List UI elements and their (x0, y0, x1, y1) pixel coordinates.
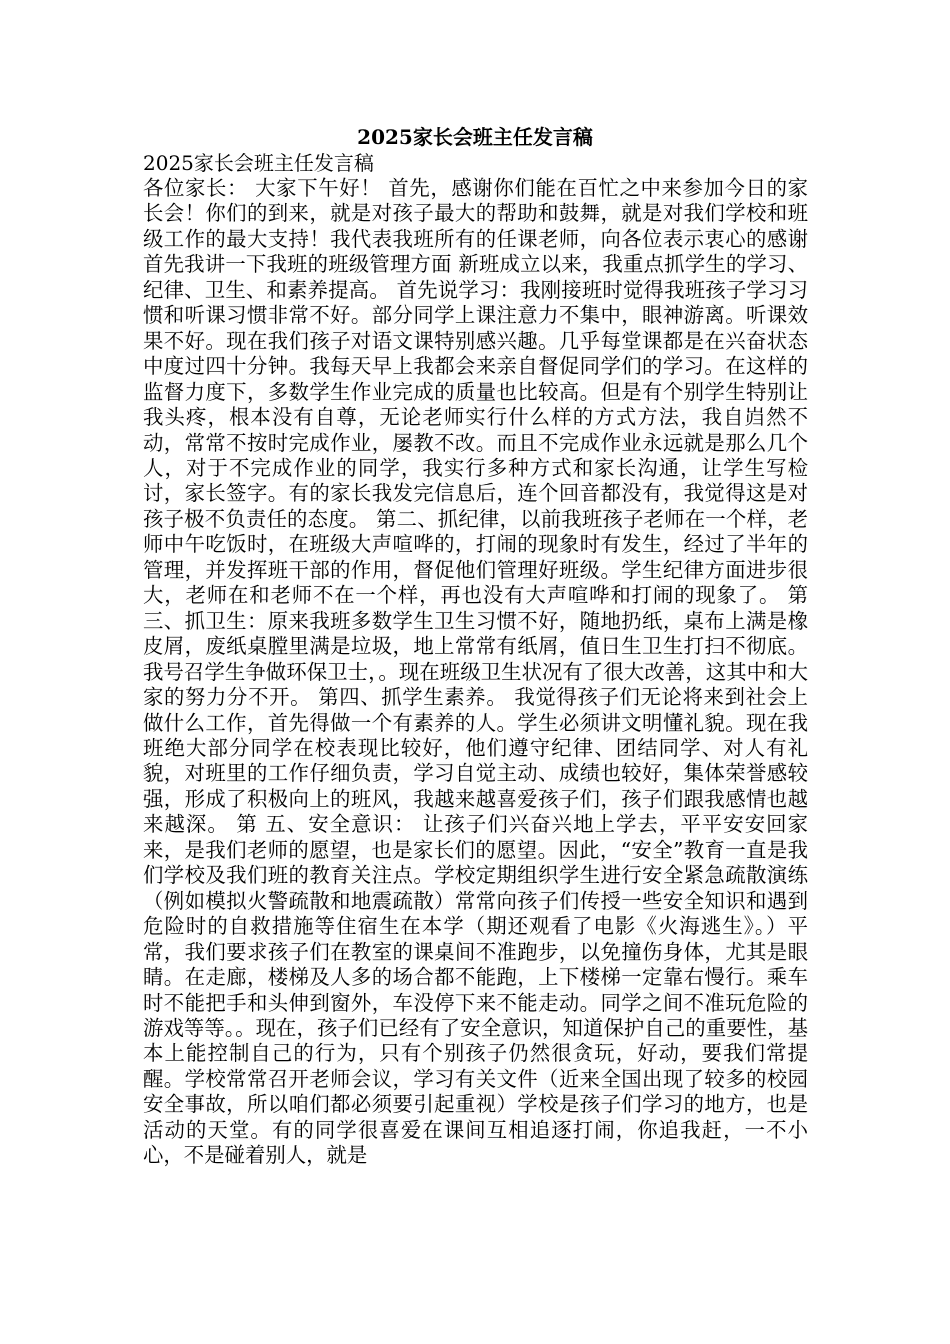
document-subtitle: 2025家长会班主任发言稿 (143, 151, 374, 175)
document-body-text: 各位家长： 大家下午好！ 首先，感谢你们能在百忙之中来参加今日的家长会！你们的到来，就是对孩子最大的帮助和鼓舞，就是对我们学校和班级工作的最大支持！我代表我班所有的任课老师，向各位表示衷心的感谢 首先我讲一下我班的班级管理方面 新班成立以来，我重点抓学生的学习、纪律、卫生、和素养提高。 首先说学习：我刚接班时觉得我班孩子学习习惯和听课习惯非常不好。部分同学上课注意力不集中，眼神游离。听课效果不好。现在我们孩子对语文课特别感兴趣。几乎每堂课都是在兴奋状态中度过四十分钟。我每天早上我都会来亲自督促同学们的学习。在这样的监督力度下，多数学生作业完成的质量也比较高。但是有个别学生特别让我头疼，根本没有自尊，无论老师实行什么样的方式方法，我自岿然不动，常常不按时完成作业，屡教不改。而且不完成作业永远就是那么几个人，对于不完成作业的同学，我实行多种方式和家长沟通，让学生写检讨，家长签字。有的家长我发完信息后，连个回音都没有，我觉得这是对孩子极不负责任的态度。 第二、抓纪律，以前我班孩子老师在一个样，老师中午吃饭时，在班级大声喧哗的，打闹的现象时有发生，经过了半年的管理，并发挥班干部的作用，督促他们管理好班级。学生纪律方面进步很大，老师在和老师不在一个样，再也没有大声喧哗和打闹的现象了。 第三、抓卫生：原来我班多数学生卫生习惯不好，随地扔纸，桌布上满是橡皮屑，废纸桌膛里满是垃圾，地上常常有纸屑，值日生卫生打扫不彻底。我号召学生争做环保卫士，。现在班级卫生状况有了很大改善，这其中和大家的努力分不开。 第四、抓学生素养。 我觉得孩子们无论将来到社会上做什么工作，首先得做一个有素养的人。学生必须讲文明懂礼貌。现在我班绝大部分同学在校表现比较好，他们遵守纪律、团结同学、对人有礼貌，对班里的工作仔细负责，学习自觉主动、成绩也较好，集体荣誉感较强，形成了积极向上的班风，我越来越喜爱孩子们，孩子们跟我感情也越来越深。 第 五、安全意识： 让孩子们兴奋兴地上学去，平平安安回家来，是我们老师的愿望，也是家长们的愿望。因此，“安全”教育一直是我们学校及我们班的教育关注点。学校定期组织学生进行安全紧急疏散演练（例如模拟火警疏散和地震疏散）常常向孩子们传授一些安全知识和遇到危险时的自救措施等住宿生在本学（期还观看了电影《火海逃生》。）平常，我们要求孩子们在教室的课桌间不准跑步，以免撞伤身体，尤其是眼睛。在走廊，楼梯及人多的场合都不能跑，上下楼梯一定靠右慢行。乘车时不能把手和头伸到窗外，车没停下来不能走动。同学之间不准玩危险的游戏等等。。现在，孩子们已经有了安全意识，知道保护自己的重要性，基本上能控制自己的行为，只有个别孩子仍然很贪玩，好动，要我们常提醒。学校常常召开老师会议，学习有关文件（近来全国出现了较多的校园安全事故，所以咱们都必须要引起重视）学校是孩子们学习的地方，也是活动的天堂。有的同学很喜爱在课间互相追逐打闹，你追我赶，一不小心，不是碰着别人，就是 (143, 176, 808, 1168)
document-title: 2025家长会班主任发言稿 (357, 125, 593, 149)
